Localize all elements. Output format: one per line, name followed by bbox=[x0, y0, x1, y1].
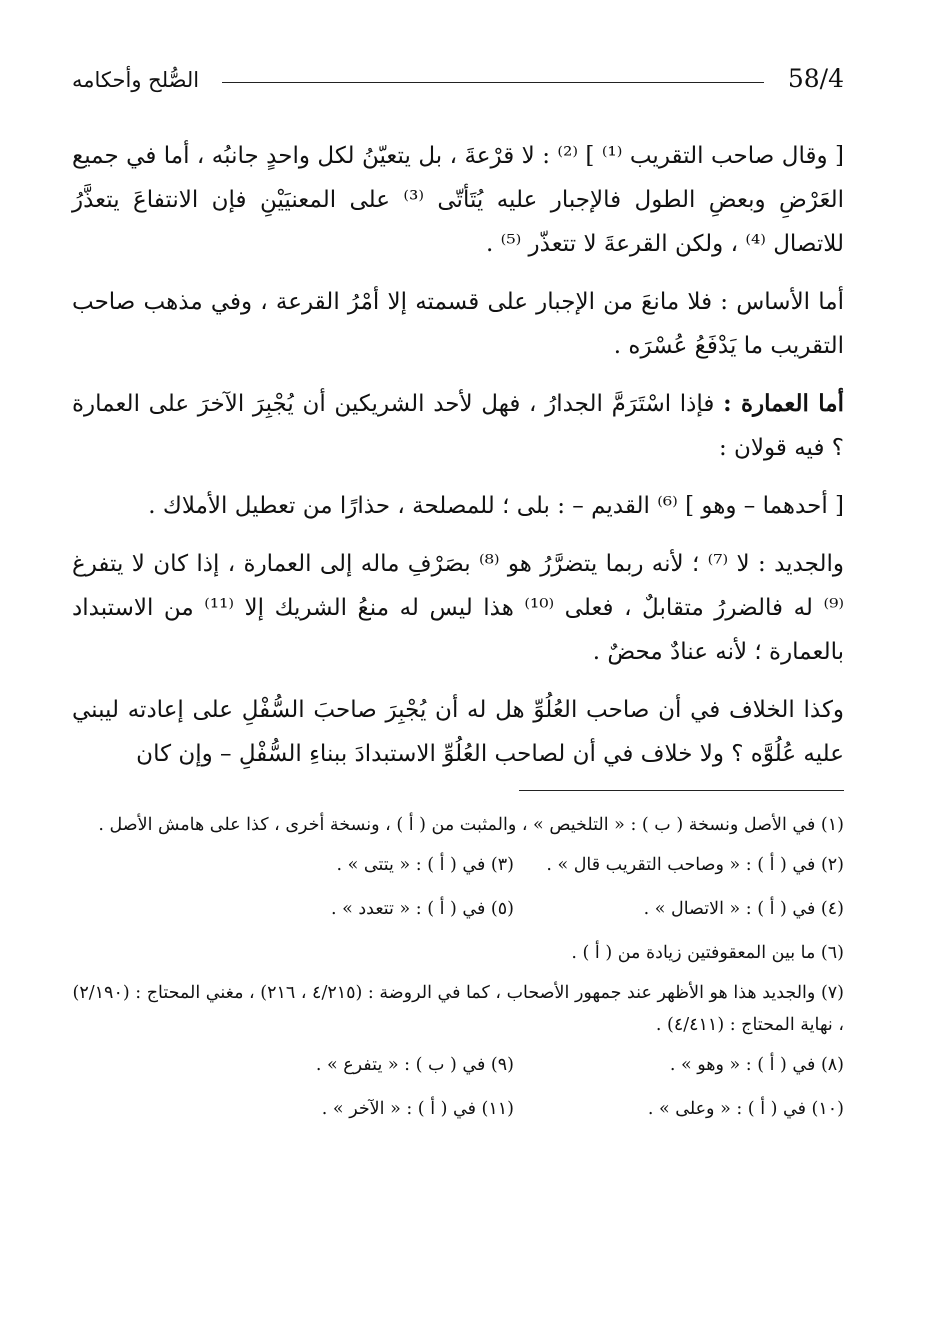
footnote-row bbox=[72, 893, 844, 925]
footnote-6: (٦) ما بين المعقوفتين زيادة من ( أ ) . bbox=[571, 943, 844, 963]
page-number: 58/4 bbox=[787, 64, 844, 93]
running-title: الصُّلح وأحكامه bbox=[72, 68, 200, 92]
header-rule bbox=[222, 82, 764, 83]
paragraph-5: والجديد : لا ⁽⁷⁾ ؛ لأنه ربما يتضرَّرُ هو ⁽⁸⁾ بصَرْفِ ماله إلى العمارة ، إذا كان لا يتفرغ ⁽⁹⁾ له فالضررُ متقابلٌ ، فعلى ⁽¹⁰⁾ هذا ليس له منعُ الشريك إلا ⁽¹¹⁾ من الاستبداد بالعمارة ؛ لأنه عنادٌ محضٌ . bbox=[72, 551, 845, 665]
footnote-1: (١) في الأصل ونسخة ( ب ) : « التلخيص » ، والمثبت من ( أ ) ، ونسخة أخرى ، كذا على هامش الأصل . bbox=[98, 815, 844, 835]
footnote-row bbox=[72, 1093, 844, 1125]
footnote-rule bbox=[519, 790, 844, 791]
footnote-2: (٢) في ( أ ) : « وصاحب التقريب قال » . bbox=[546, 855, 844, 875]
paragraph-3 bbox=[72, 382, 844, 470]
footnote-row bbox=[72, 849, 844, 881]
footnote-8: (٨) في ( أ ) : « وهو » . bbox=[669, 1055, 844, 1075]
footnote-4: (٤) في ( أ ) : « الاتصال » . bbox=[643, 899, 844, 919]
page-header bbox=[72, 60, 844, 98]
paragraph-6: وكذا الخلاف في أن صاحب العُلُوِّ هل له أن يُجْبِرَ صاحبَ السُّفْلِ على إعادته ليبني عليه عُلُوَّه ؟ ولا خلاف في أن لصاحب العُلُوِّ الاستبدادَ ببناءِ السُّفْلِ – وإن كان bbox=[72, 697, 844, 767]
footnote-3: (٣) في ( أ ) : « يتتى » . bbox=[336, 855, 514, 875]
footnote-10: (١٠) في ( أ ) : « وعلى » . bbox=[647, 1099, 844, 1119]
paragraph-4: [ أحدهما – وهو ] ⁽⁶⁾ القديم – : بلى ؛ للمصلحة ، حذارًا من تعطيل الأملاك . bbox=[148, 493, 844, 519]
main-text bbox=[72, 134, 844, 776]
footnotes bbox=[72, 809, 844, 1125]
paragraph-2: أما الأساس : فلا مانعَ من الإجبار على قسمته إلا أمْرُ القرعة ، وفي مذهب صاحب التقريب ما يَدْفَعُ عُسْرَه . bbox=[72, 289, 844, 359]
section-lead: أما العمارة : bbox=[723, 390, 844, 417]
footnote-9: (٩) في ( ب ) : « يتفرع » . bbox=[315, 1055, 514, 1075]
footnote-11: (١١) في ( أ ) : « الآخر » . bbox=[321, 1099, 514, 1119]
footnote-5: (٥) في ( أ ) : « تتعدد » . bbox=[330, 899, 514, 919]
book-page bbox=[72, 60, 844, 1137]
footnote-row bbox=[72, 1049, 844, 1081]
paragraph-1: [ وقال صاحب التقريب ⁽¹⁾ ] ⁽²⁾ : لا قرْعةَ ، بل يتعيّنُ لكل واحدٍ جانبُه ، أما في جميع العَرْضِ وبعضِ الطول فالإجبار عليه يُتَأتّى ⁽³⁾ على المعنيَيْنِ فإن الانتفاعَ يتعذَّرُ للاتصال ⁽⁴⁾ ، ولكن القرعةَ لا تتعذّر ⁽⁵⁾ . bbox=[72, 143, 844, 257]
paragraph-3-text: فإذا اسْتَرَمَّ الجدارُ ، فهل لأحد الشريكين أن يُجْبِرَ الآخرَ على العمارة ؟ فيه قولان : bbox=[72, 391, 844, 461]
footnote-7: (٧) والجديد هذا هو الأظهر عند جمهور الأصحاب ، كما في الروضة : (٤/٢١٥ ، ٢١٦) ، مغني المحتاج : (٢/١٩٠) ، نهاية المحتاج : (٤/٤١١) . bbox=[72, 983, 844, 1035]
